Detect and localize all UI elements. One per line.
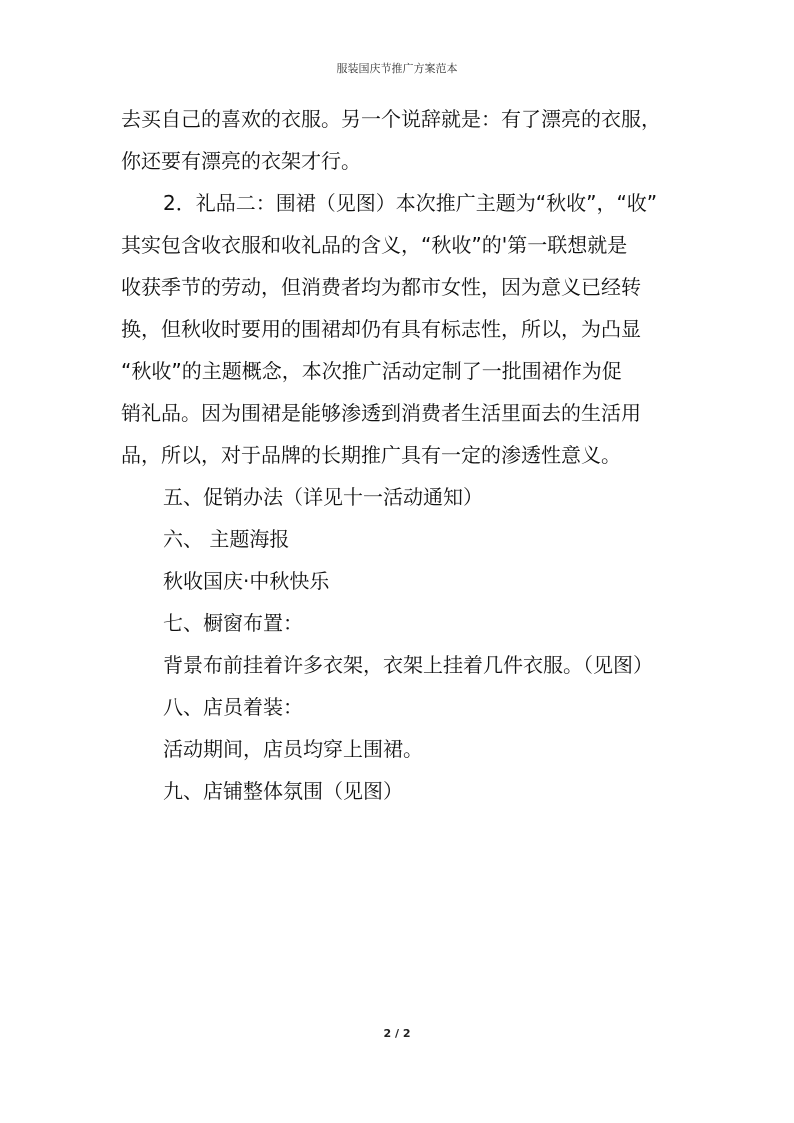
body-line-8: 销礼品。因为围裙是能够渗透到消费者生活里面去的生活用 xyxy=(121,401,641,425)
body-line-1: 去买自己的喜欢的衣服。另一个说辞就是：有了漂亮的衣服， xyxy=(121,107,661,131)
section-heading-5: 五、促销办法（详见十一活动通知） xyxy=(163,485,483,509)
section-heading-6: 六、 主题海报 xyxy=(163,527,290,551)
section-heading-8: 八、店员着装： xyxy=(163,695,303,719)
page-number: 2 / 2 xyxy=(383,1027,411,1040)
document-body xyxy=(121,98,701,812)
body-line-5: 收获季节的劳动，但消费者均为都市女性，因为意义已经转 xyxy=(121,275,641,299)
body-line-3: 2．礼品二：围裙（见图）本次推广主题为“秋收”，“收” xyxy=(163,191,658,215)
staff-attire-text: 活动期间，店员均穿上围裙。 xyxy=(163,737,423,761)
section-heading-9: 九、店铺整体氛围（见图） xyxy=(163,779,403,803)
section-heading-7: 七、橱窗布置： xyxy=(163,611,303,635)
poster-slogan: 秋收国庆·中秋快乐 xyxy=(163,569,330,593)
window-display-text: 背景布前挂着许多衣架，衣架上挂着几件衣服。（见图） xyxy=(163,653,653,677)
body-line-4: 其实包含收衣服和收礼品的含义，“秋收”的'第一联想就是 xyxy=(121,233,628,257)
body-line-2: 你还要有漂亮的衣架才行。 xyxy=(121,149,361,173)
body-line-7: “秋收”的主题概念，本次推广活动定制了一批围裙作为促 xyxy=(121,359,622,383)
page-header-title: 服装国庆节推广方案范本 xyxy=(336,62,458,75)
body-line-6: 换，但秋收时要用的围裙却仍有具有标志性，所以，为凸显 xyxy=(121,317,641,341)
body-line-9: 品，所以，对于品牌的长期推广具有一定的渗透性意义。 xyxy=(121,443,621,467)
